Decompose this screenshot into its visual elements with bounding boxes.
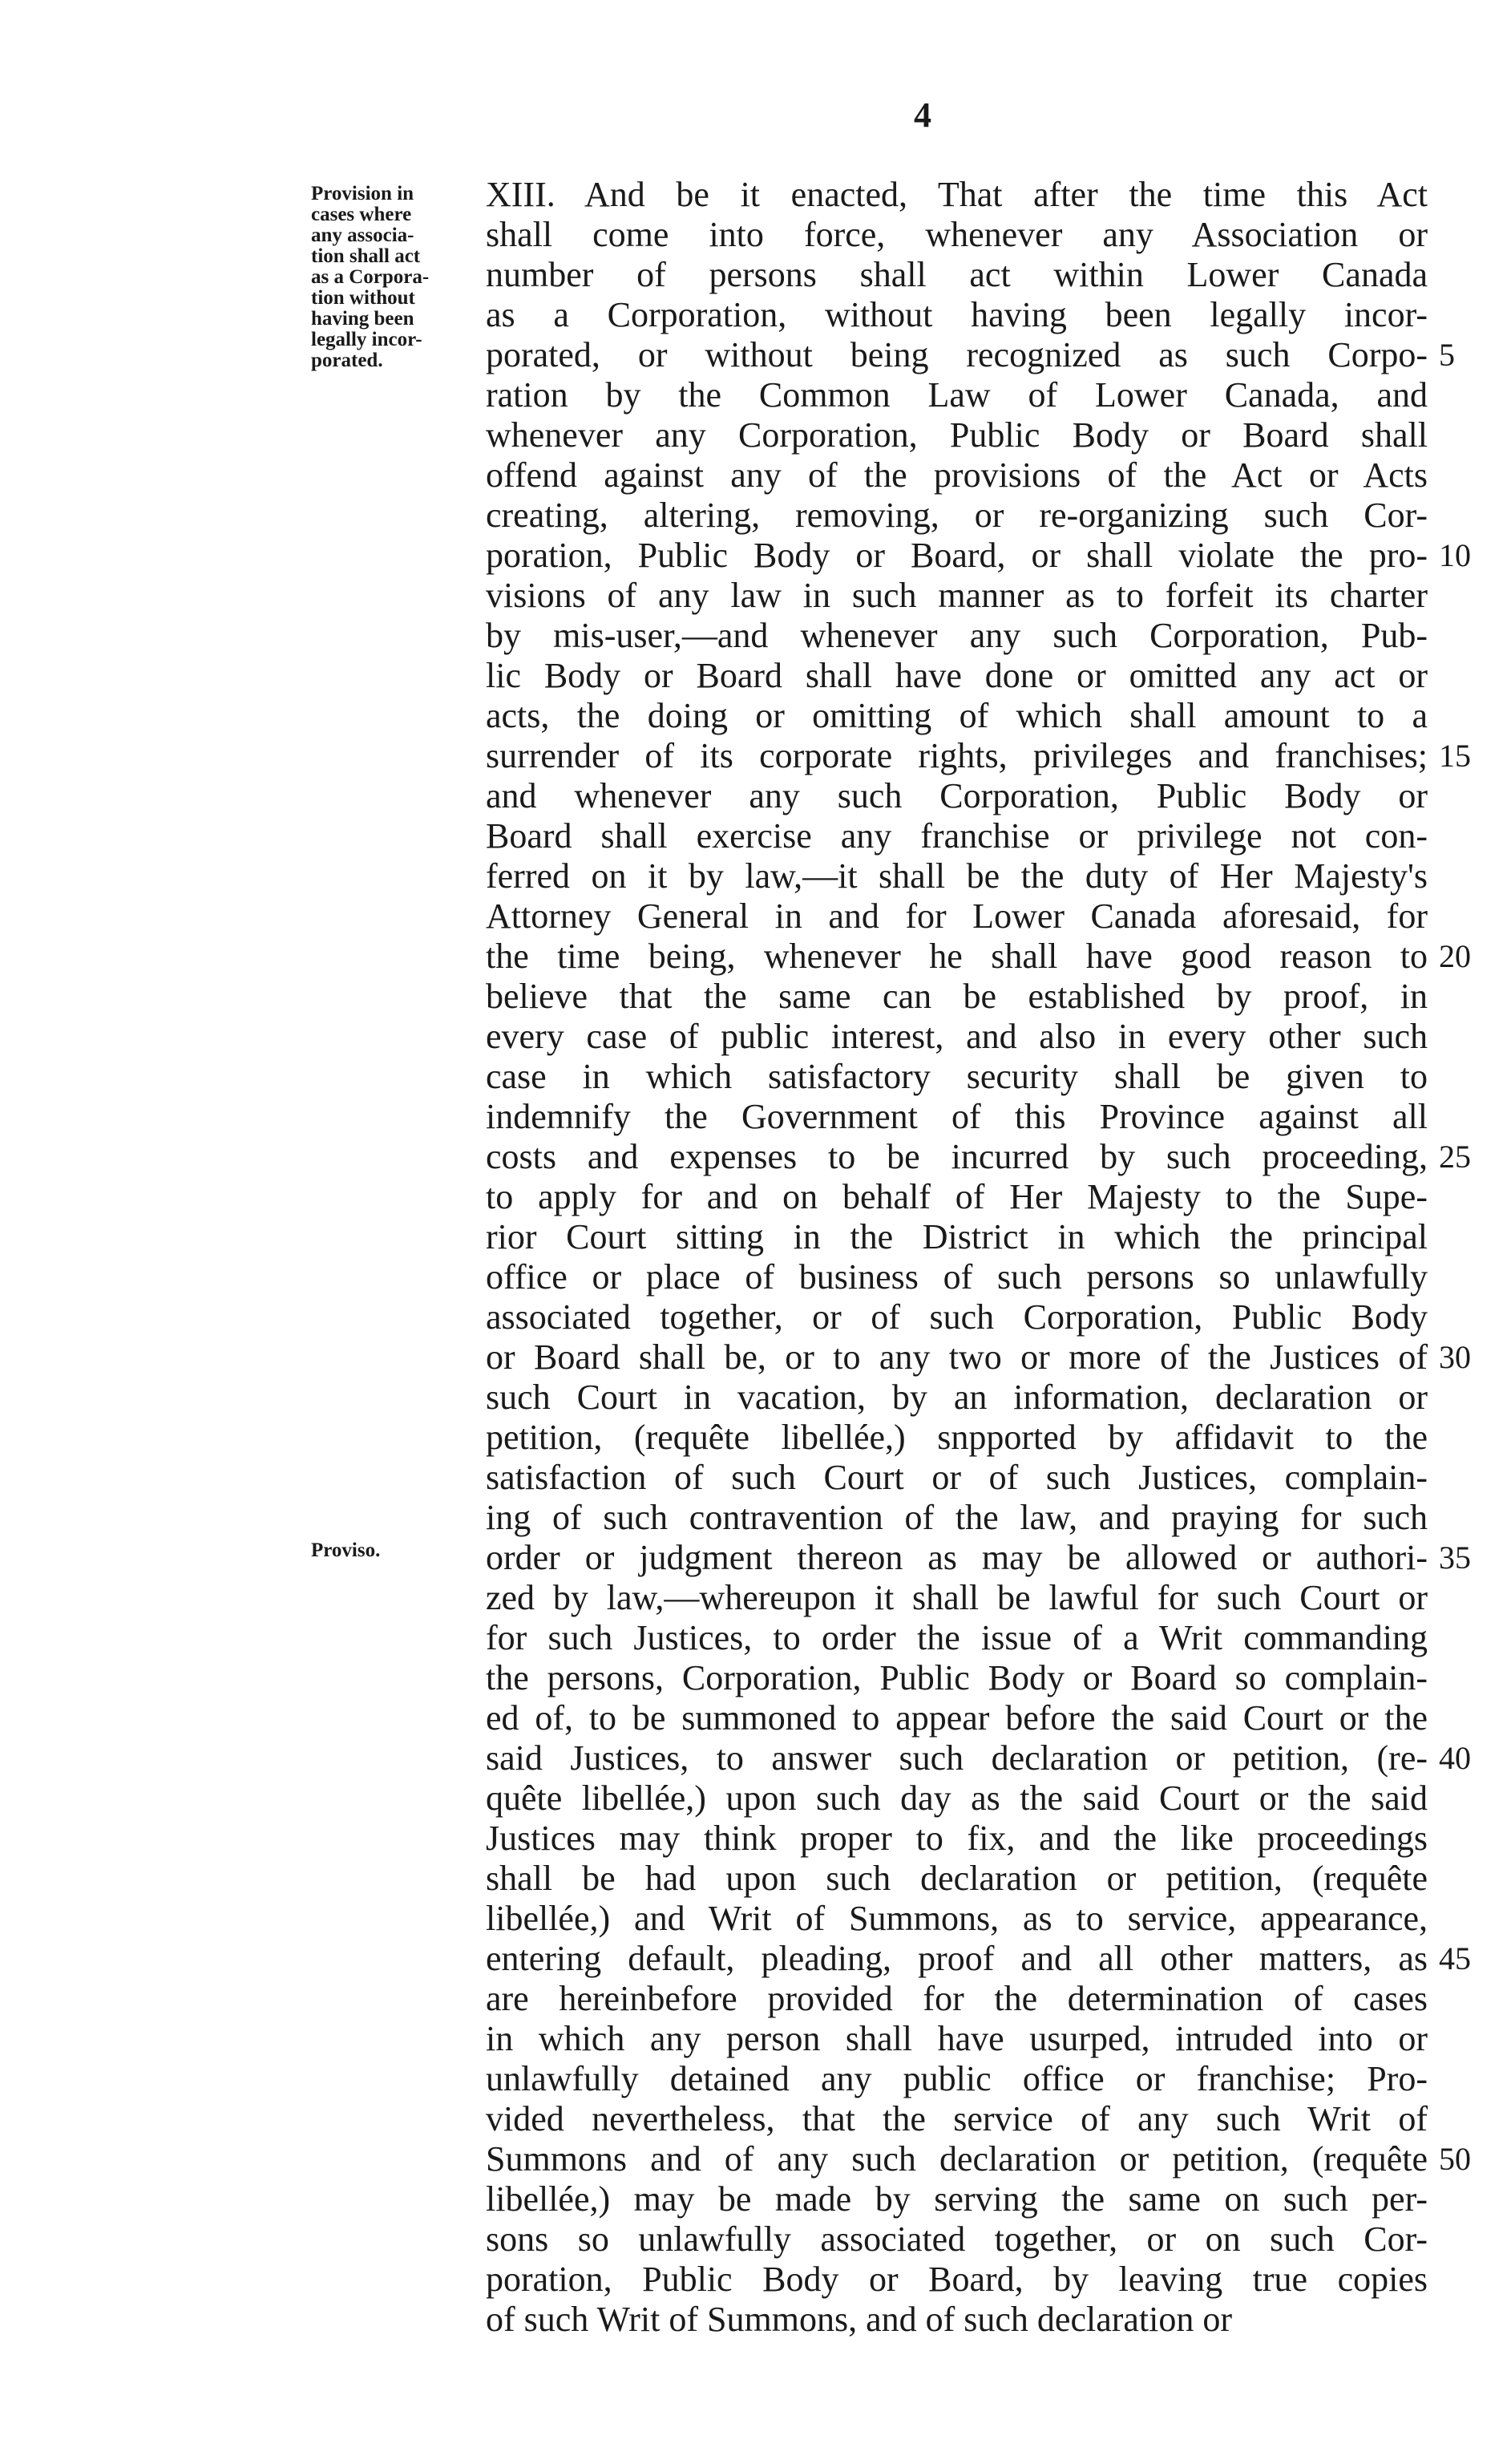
text-line: believe that the same can be established by proof, in <box>486 977 1428 1016</box>
text-line: ed of, to be summoned to appear before the said Court or the <box>486 1698 1428 1738</box>
margin-note-line: as a Corpora- <box>311 266 430 288</box>
text-line: visions of any law in such manner as to forfeit its charter <box>486 576 1428 615</box>
margin-note-line: cases where <box>311 204 412 225</box>
text-line: poration, Public Body or Board, by leaving true copies <box>486 2260 1428 2299</box>
margin-note-line: any associa- <box>311 225 414 246</box>
text-line: vided nevertheless, that the service of any such Writ of <box>486 2099 1428 2138</box>
text-line: the persons, Corporation, Public Body or Board so complain- <box>486 1658 1428 1697</box>
margin-note-proviso <box>311 1540 471 1561</box>
line-number: 25 <box>1439 1139 1471 1175</box>
line-number: 40 <box>1439 1740 1471 1776</box>
text-line: Justices may think proper to fix, and the like proceedings <box>486 1819 1428 1858</box>
line-number: 35 <box>1439 1539 1471 1576</box>
line-number: 20 <box>1439 938 1471 974</box>
line-number: 30 <box>1439 1339 1471 1375</box>
text-line: number of persons shall act within Lower Canada <box>486 255 1428 294</box>
text-line: rior Court sitting in the District in which the principal <box>486 1217 1428 1256</box>
text-line: as a Corporation, without having been legally incor- <box>486 295 1428 334</box>
text-line: by mis-user,—and whenever any such Corporation, Pub- <box>486 616 1428 655</box>
text-line: sons so unlawfully associated together, or on such Cor- <box>486 2219 1428 2259</box>
line-number: 5 <box>1439 337 1455 373</box>
text-line: shall be had upon such declaration or petition, (requête <box>486 1859 1428 1898</box>
margin-note-line: porated. <box>311 350 383 371</box>
text-line: acts, the doing or omitting of which shall amount to a <box>486 696 1428 735</box>
page-number: 4 <box>914 95 931 135</box>
text-line: entering default, pleading, proof and all other matters, as <box>486 1939 1428 1978</box>
text-line: creating, altering, removing, or re-organizing such Cor- <box>486 496 1428 535</box>
text-line: office or place of business of such persons so unlawfully <box>486 1257 1428 1297</box>
text-line: quête libellée,) upon such day as the said Court or the said <box>486 1778 1428 1818</box>
text-line: to apply for and on behalf of Her Majesty to the Supe- <box>486 1177 1428 1216</box>
text-line: in which any person shall have usurped, intruded into or <box>486 2019 1428 2058</box>
text-line: for such Justices, to order the issue of a Writ commanding <box>486 1618 1428 1657</box>
text-line: the time being, whenever he shall have good reason to <box>486 937 1428 976</box>
line-number: 50 <box>1439 2141 1471 2177</box>
text-line: ing of such contravention of the law, and praying for such <box>486 1498 1428 1537</box>
margin-note-line: tion shall act <box>311 245 421 267</box>
text-line: whenever any Corporation, Public Body or Board shall <box>486 415 1428 455</box>
text-line: offend against any of the provisions of the Act or Acts <box>486 455 1428 495</box>
text-line: are hereinbefore provided for the determination of cases <box>486 1979 1428 2018</box>
text-line: Board shall exercise any franchise or privilege not con- <box>486 816 1428 856</box>
text-line: such Court in vacation, by an information, declaration or <box>486 1378 1428 1417</box>
text-line: unlawfully detained any public office or franchise; Pro- <box>486 2059 1428 2098</box>
text-line: and whenever any such Corporation, Public Body or <box>486 776 1428 815</box>
text-line: of such Writ of Summons, and of such declaration or <box>486 2300 1233 2339</box>
text-line: surrender of its corporate rights, privileges and franchises; <box>486 736 1428 775</box>
text-line: porated, or without being recognized as such Corpo- <box>486 335 1428 374</box>
text-line: costs and expenses to be incurred by such proceeding, <box>486 1137 1428 1176</box>
margin-note-line: legally incor- <box>311 329 422 350</box>
text-line: poration, Public Body or Board, or shall violate the pro- <box>486 536 1428 575</box>
line-number: 10 <box>1439 537 1471 573</box>
text-line: satisfaction of such Court or of such Justices, complain- <box>486 1458 1428 1497</box>
text-line: libellée,) may be made by serving the same on such per- <box>486 2179 1428 2219</box>
line-number: 15 <box>1439 738 1471 774</box>
text-line: zed by law,—whereupon it shall be lawful for such Court or <box>486 1578 1428 1617</box>
margin-note-line: Provision in <box>311 183 414 204</box>
section-text <box>486 175 1428 2340</box>
margin-note-provision <box>311 184 471 371</box>
margin-note-line: tion without <box>311 287 415 309</box>
line-number: 45 <box>1439 1940 1471 1976</box>
text-line: lic Body or Board shall have done or omitted any act or <box>486 656 1428 695</box>
text-line: every case of public interest, and also in every other such <box>486 1017 1428 1056</box>
text-line: libellée,) and Writ of Summons, as to service, appearance, <box>486 1899 1428 1938</box>
text-line: shall come into force, whenever any Association or <box>486 215 1428 254</box>
text-line: ferred on it by law,—it shall be the duty of Her Majesty's <box>486 856 1428 896</box>
text-line: said Justices, to answer such declaration or petition, (re- <box>486 1738 1428 1778</box>
text-line: indemnify the Government of this Province against all <box>486 1097 1428 1136</box>
text-line: Summons and of any such declaration or petition, (requête <box>486 2139 1428 2179</box>
margin-note-line: Proviso. <box>311 1539 381 1561</box>
text-line: case in which satisfactory security shall be given to <box>486 1057 1428 1096</box>
text-line: order or judgment thereon as may be allowed or authori- <box>486 1538 1428 1577</box>
margin-note-line: having been <box>311 308 414 330</box>
text-line: ration by the Common Law of Lower Canada, and <box>486 375 1428 415</box>
text-line: XIII. And be it enacted, That after the time this Act <box>486 175 1428 214</box>
text-line: petition, (requête libellée,) snpported by affidavit to the <box>486 1418 1428 1457</box>
text-line: associated together, or of such Corporation, Public Body <box>486 1297 1428 1337</box>
text-line: Attorney General in and for Lower Canada aforesaid, for <box>486 896 1428 936</box>
text-line: or Board shall be, or to any two or more of the Justices of <box>486 1337 1428 1377</box>
